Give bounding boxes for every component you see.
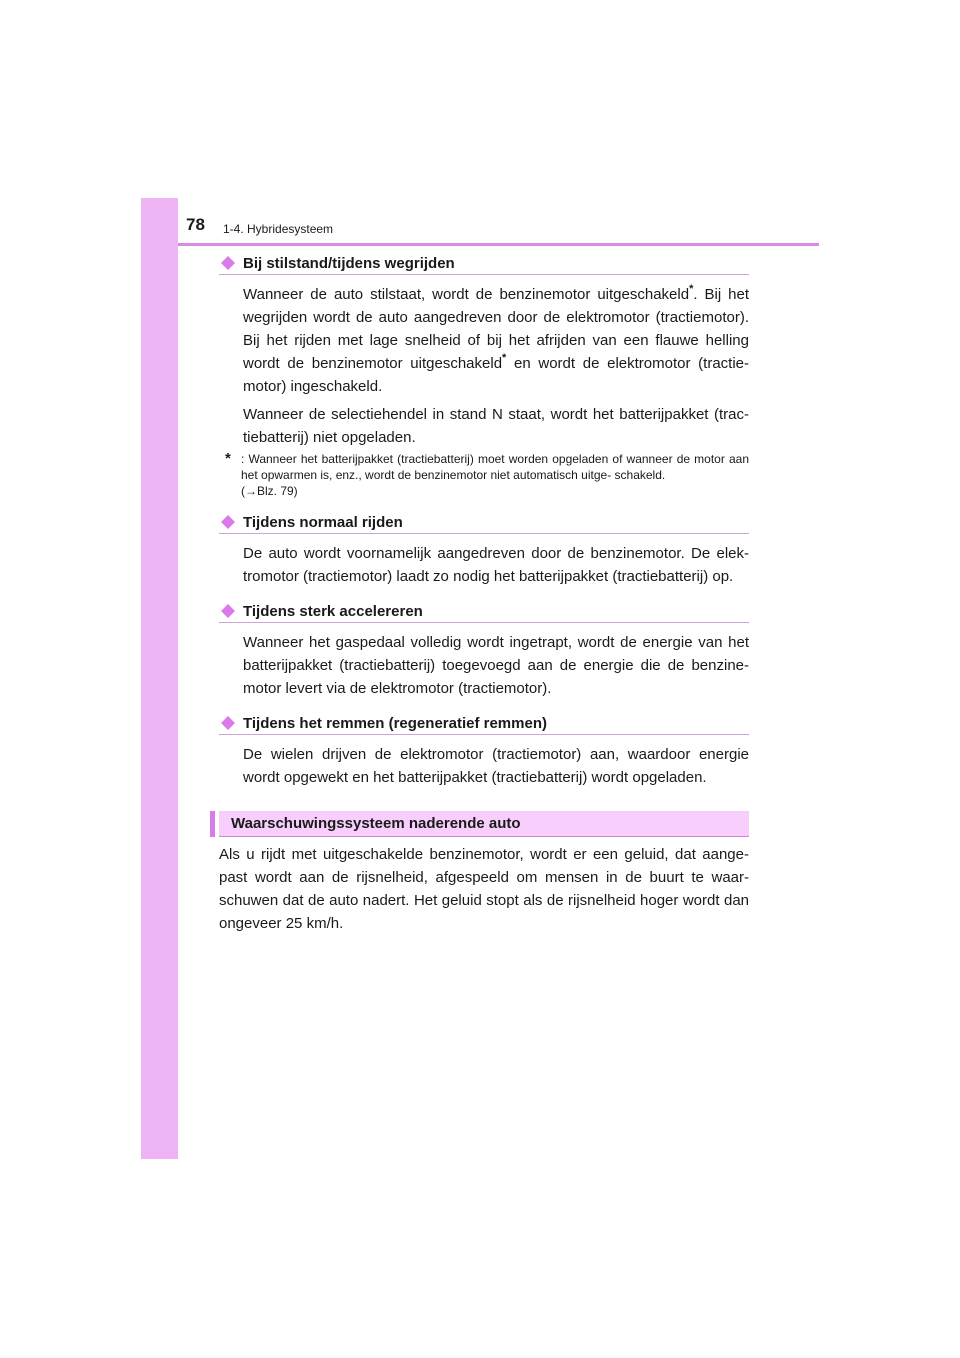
body-paragraph: Wanneer de auto stilstaat, wordt de benzinemotor uitgeschakeld*. Bij het wegrijden wordt de auto aangedreven door de elektromotor (tractiemotor). Bij het rijden met lage snelheid of bij het afrijden van een flauwe helling wordt de benzinemotor uitgeschakeld* en wordt de elektromotor (tractie- motor) ingeschakeld. <box>243 283 750 395</box>
section-title: Bij stilstand/tijdens wegrijden <box>243 254 455 272</box>
diamond-bullet-icon <box>219 254 237 272</box>
footnote <box>219 451 749 499</box>
header-rule <box>178 243 819 246</box>
body-paragraph: Wanneer de selectiehendel in stand N staat, wordt het batterijpakket (trac- tiebatterij) niet opgeladen. <box>243 406 749 446</box>
section-title: Tijdens het remmen (regeneratief remmen) <box>243 714 547 732</box>
page-reference-link[interactable]: (→Blz. 79) <box>241 484 298 498</box>
footnote-star: * <box>225 450 231 467</box>
section-heading-remmen <box>219 712 749 735</box>
box-paragraph: Als u rijdt met uitgeschakelde benzinemotor, wordt er een geluid, dat aange- past wordt aan de rijsnelheid, afgespeeld om mensen in de buurt te waar- schuwen dat de auto nadert. Het geluid stopt als de rijsnelheid hoger wordt dan ongeveer 25 km/h. <box>219 846 749 932</box>
footnote-text: : Wanneer het batterijpakket (tractiebatterij) moet worden opgeladen of wanneer de motor aan het opwarmen is, enz., wordt de benzinemotor niet automatisch uitge- schakeld. <box>241 452 749 482</box>
section-label: 1-4. Hybridesysteem <box>223 222 334 236</box>
page-content <box>219 252 749 935</box>
footnote-marker: * <box>502 352 507 364</box>
section-title: Tijdens normaal rijden <box>243 513 403 531</box>
page-number: 78 <box>186 215 205 234</box>
diamond-bullet-icon <box>219 714 237 732</box>
body-paragraph: Wanneer het gaspedaal volledig wordt ingetrapt, wordt de energie van het batterijpakket (tractiebatterij) toegevoegd aan de energie die de benzine- motor levert via de elektromotor (tractiemotor). <box>243 634 749 697</box>
body-paragraph: De auto wordt voornamelijk aangedreven door de benzinemotor. De elek- tromotor (tractiemotor) laadt zo nodig het batterijpakket (tractiebatterij) op. <box>243 545 749 585</box>
diamond-bullet-icon <box>219 602 237 620</box>
footnote-marker: * <box>689 283 694 295</box>
section-heading-accelereren <box>219 600 749 623</box>
section-heading-stilstand <box>219 252 749 275</box>
diamond-bullet-icon <box>219 513 237 531</box>
chapter-tab-sidebar <box>141 198 178 1159</box>
section-heading-normaal <box>219 511 749 534</box>
box-heading: Waarschuwingssysteem naderende auto <box>219 811 749 837</box>
section-title: Tijdens sterk accelereren <box>243 602 423 620</box>
body-paragraph: De wielen drijven de elektromotor (tractiemotor) aan, waardoor energie wordt opgewekt en het batterijpakket (tractiebatterij) wordt opgeladen. <box>243 746 749 786</box>
